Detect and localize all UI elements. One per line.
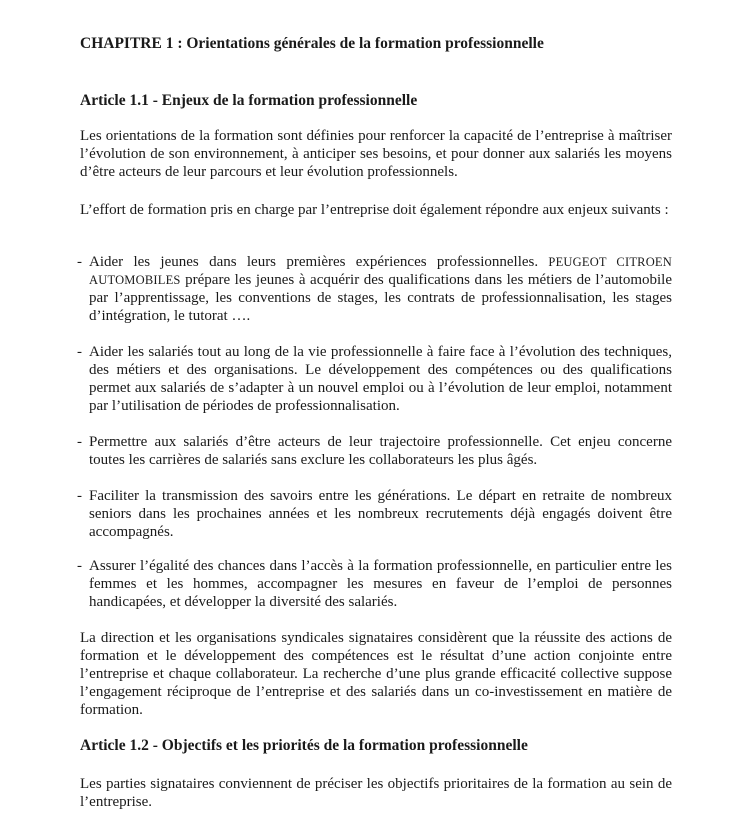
bullet-item-career-trajectory: [77, 433, 672, 469]
bullet-text-part: prépare les jeunes à acquérir des qualifications dans les métiers de l’automobile par l’apprentissage, les conventions de stages, les contrats de professionnalisation, les stages d’intégration, le tutorat ….: [89, 272, 672, 324]
article-1-2-heading: Article 1.2 - Objectifs et les priorités de la formation professionnelle: [80, 737, 528, 754]
bullet-item-knowledge-transfer: [77, 487, 672, 541]
article-1-1-heading: Article 1.1 - Enjeux de la formation professionnelle: [80, 92, 418, 109]
article-1-2-intro-paragraph: Les parties signataires conviennent de préciser les objectifs prioritaires de la formation au sein de l’entreprise.: [80, 776, 672, 810]
bullet-text: Faciliter la transmission des savoirs entre les générations. Le départ en retraite de nombreux seniors dans les prochaines années et les nombreux recrutements déjà engagés doivent être accompagnés.: [89, 488, 672, 540]
article-1-1-intro-paragraph: Les orientations de la formation sont définies pour renforcer la capacité de l’entreprise à maîtriser l’évolution de son environnement, à anticiper ses besoins, et pour donner aux salariés les moyens d’être acteurs de leur parcours et leur évolution professionnels.: [80, 128, 672, 180]
article-1-1-conclusion-paragraph: La direction et les organisations syndicales signataires considèrent que la réussite des actions de formation et le développement des compétences est le résultat d’une action conjointe entre l’entreprise et chaque collaborateur. La recherche d’une plus grande efficacité collective suppose l’engagement réciproque de l’entreprise et des salariés dans un co-investissement en matière de formation.: [80, 630, 672, 718]
bullet-dash: -: [77, 434, 82, 450]
bullet-dash: -: [77, 254, 82, 270]
bullet-dash: -: [77, 488, 82, 504]
bullet-dash: -: [77, 344, 82, 360]
bullet-text-part: Aider les jeunes dans leurs premières expériences professionnelles.: [89, 254, 549, 270]
company-name: PEUGEOT CITROEN AUTOMOBILES: [89, 255, 672, 287]
article-1-1-effort-paragraph: L’effort de formation pris en charge par l’entreprise doit également répondre aux enjeux suivants :: [80, 202, 669, 218]
bullet-dash: -: [77, 558, 82, 574]
bullet-item-employees-lifelong: [77, 343, 672, 415]
bullet-item-equal-opportunities: [77, 557, 672, 611]
chapter-title: CHAPITRE 1 : Orientations générales de la formation professionnelle: [80, 35, 544, 52]
bullet-text: Aider les salariés tout au long de la vie professionnelle à faire face à l’évolution des techniques, des métiers et des organisations. Le développement des compétences ou des qualifications permet aux salariés de s’adapter à un nouvel emploi ou à l’évolution de leur emploi, notamment par l’utilisation de périodes de professionnalisation.: [89, 344, 672, 414]
bullet-text: Permettre aux salariés d’être acteurs de leur trajectoire professionnelle. Cet enjeu concerne toutes les carrières de salariés sans exclure les collaborateurs les plus âgés.: [89, 434, 672, 468]
bullet-text: Assurer l’égalité des chances dans l’accès à la formation professionnelle, en particulier entre les femmes et les hommes, accompagner les mesures en faveur de l’emploi de personnes handicapées, et développer la diversité des salariés.: [89, 558, 672, 610]
bullet-item-young-people: [77, 253, 672, 325]
